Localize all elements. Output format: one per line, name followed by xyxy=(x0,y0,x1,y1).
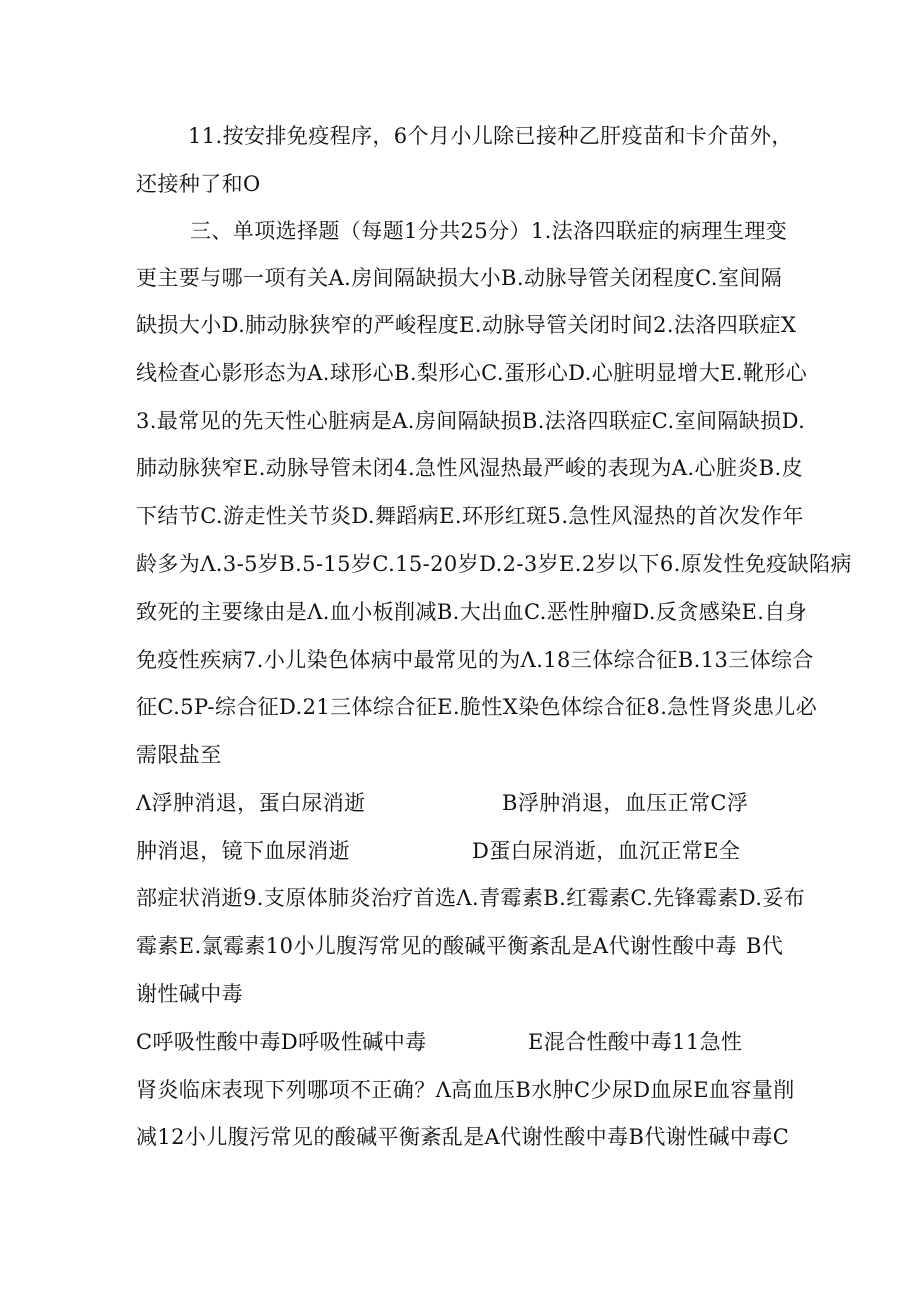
text-line: 谢性碱中毒 xyxy=(136,982,243,1006)
text-segment: Λ浮肿消退，蛋白尿消逝 xyxy=(136,791,366,815)
text-line: 11.按安排免疫程序，6个月小儿除已接种乙肝疫苗和卡介苗外， xyxy=(188,124,793,148)
text-line: 龄多为Λ.3-5岁B.5-15岁C.15-20岁D.2-3岁E.2岁以下6.原发性免疫缺陷病 xyxy=(136,552,852,576)
text-line: 肾炎临床表现下列哪项不正确？Λ高血压B水肿C少尿D血尿E血容量削 xyxy=(136,1078,795,1102)
text-line: 减12小儿腹污常见的酸碱平衡紊乱是A代谢性酸中毒B代谢性碱中毒C xyxy=(136,1125,790,1149)
text-line: 线检查心影形态为A.球形心B.梨形心C.蛋形心D.心脏明显增大E.靴形心 xyxy=(136,361,808,385)
text-line: 三、单项选择题（每题1分共25分）1.法洛四联症的病理生理变 xyxy=(190,219,788,243)
text-line: 致死的主要缘由是Λ.血小板削减B.大出血C.恶性肿瘤D.反贪感染E.自身 xyxy=(136,600,808,624)
text-line: 下结节C.游走性关节炎D.舞蹈病E.环形红斑5.急性风湿热的首次发作年 xyxy=(136,504,804,528)
text-line: 肺动脉狭窄E.动脉导管未闭4.急性风湿热最严峻的表现为A.心脏炎B.皮 xyxy=(136,456,803,480)
text-line: 还接种了和O xyxy=(136,172,261,196)
text-line: 需限盐至 xyxy=(136,743,222,767)
text-line: 更主要与哪一项有关A.房间隔缺损大小B.动脉导管关闭程度C.室间隔 xyxy=(136,266,783,290)
text-line: 缺损大小D.肺动脉狭窄的严峻程度E.动脉导管关闭时间2.法洛四联症X xyxy=(136,313,797,337)
text-line: 免疫性疾病7.小儿染色体病中最常见的为Λ.18三体综合征B.13三体综合 xyxy=(136,648,814,672)
text-segment: 肿消退，镜下血尿消逝 xyxy=(136,839,350,863)
text-line: 征C.5P-综合征D.21三体综合征E.脆性X染色体综合征8.急性肾炎患儿必 xyxy=(136,695,818,719)
text-segment: C呼吸性酸中毒D呼吸性碱中毒 xyxy=(136,1030,427,1054)
text-segment: E混合性酸中毒11急性 xyxy=(528,1030,743,1054)
text-line: 3.最常见的先天性心脏病是A.房间隔缺损B.法洛四联症C.室间隔缺损D. xyxy=(136,409,806,433)
text-segment: 霉素E.氯霉素10小儿腹泻常见的酸碱平衡紊乱是A代谢性酸中毒 xyxy=(136,934,737,958)
text-segment: D蛋白尿消逝，血沉正常E全 xyxy=(472,839,741,863)
text-segment: B代 xyxy=(746,934,784,958)
text-segment: B浮肿消退，血压正常C浮 xyxy=(502,791,749,815)
text-line: 部症状消逝9.支原体肺炎治疗首选Λ.青霉素B.红霉素C.先锋霉素D.妥布 xyxy=(136,886,806,910)
